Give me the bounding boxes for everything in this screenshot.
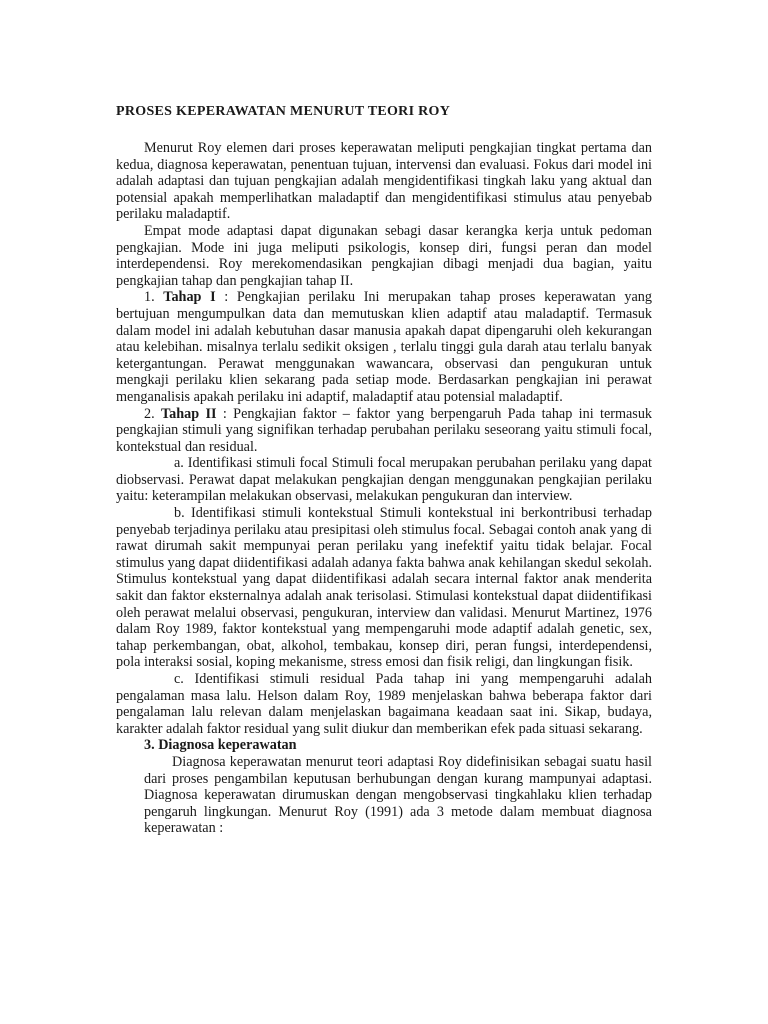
step-1-label: Tahap I [163,289,216,306]
step-2-number: 2. [144,405,155,422]
sub-item-residual: c. Identifikasi stimuli residual Pada tahap ini yang mempengaruhi adalah pengalaman masa lalu. Helson dalam Roy, 1989 menjelaskan bahwa beberapa faktor dari pengalaman lalu relevan dalam menjelaskan bagaimana keadaan saat ini. Sikap, budaya, karakter adalah faktor residual yang sulit diukur dan memberikan efek pada situasi sekarang. [116,671,652,737]
paragraph-intro: Menurut Roy elemen dari proses keperawatan meliputi pengkajian tingkat pertama dan kedua, diagnosa keperawatan, penentuan tujuan, intervensi dan evaluasi. Fokus dari model ini adalah adaptasi dan tujuan pengkajian adalah mengidentifikasi tingkah laku yang aktual dan potensial apakah memperlihatkan maladaptif dan mengidentifikasi stimulus atau penyebab perilaku maladaptif. [116,140,652,223]
paragraph-diagnosis: Diagnosa keperawatan menurut teori adaptasi Roy didefinisikan sebagai suatu hasil dari proses pengambilan keputusan berhubungan dengan kurang mampunyai adaptasi. Diagnosa keperawatan dirumuskan dengan mengobservasi tingkahlaku klien terhadap pengaruh lingkungan. Menurut Roy (1991) ada 3 metode dalam membuat diagnosa keperawatan : [144,753,652,837]
document-body [116,140,652,837]
section-heading-diagnosis: 3. Diagnosa keperawatan [144,737,297,754]
paragraph-adaptation-modes: Empat mode adaptasi dapat digunakan sebagi dasar kerangka kerja untuk pedoman pengkajian. Mode ini juga meliputi psikologis, konsep diri, fungsi peran dan model interdependensi. Roy merekomendasikan pengkajian dibagi menjadi dua bagian, yaitu pengkajian tahap dan pengkajian tahap II. [116,222,652,289]
step-1-number: 1. [144,289,155,306]
step-2-label: Tahap II [161,405,217,422]
sub-item-focal: a. Identifikasi stimuli focal Stimuli focal merupakan perubahan perilaku yang dapat diobservasi. Perawat dapat melakukan pengkajian dengan menggunakan pengkajian perilaku yaitu: keterampilan melakukan observasi, melakukan pengukuran dan interview. [116,455,652,505]
step-2-text: : Pengkajian faktor – faktor yang berpengaruh Pada tahap ini termasuk pengkajian stimuli yang signifikan terhadap perubahan perilaku seseorang yaitu stimuli focal, kontekstual dan residual. [116,405,653,455]
sub-item-contextual: b. Identifikasi stimuli kontekstual Stimuli kontekstual ini berkontribusi terhadap penyebab terjadinya perilaku atau presipitasi oleh stimulus focal. Sebagai contoh anak yang di rawat dirumah sakit mempunyai peran perilaku yang inefektif yaitu tidak belajar. Focal stimulus yang dapat diidentifikasi adalah adanya fakta bahwa anak kehilangan skedul sekolah. Stimulus kontekstual yang dapat diidentifikasi adalah secara internal faktor anak menderita sakit dan faktor eksternalnya adalah anak terisolasi. Stimulasi kontekstual dapat diidentifikasi oleh perawat melalui observasi, pengukuran, interview dan validasi. Menurut Martinez, 1976 dalam Roy 1989, faktor kontekstual yang mempengaruhi mode adaptif adalah genetic, sex, tahap perkembangan, obat, alkohol, tembakau, konsep diri, peran fungsi, interdependensi, pola interaksi sosial, koping mekanisme, stress emosi dan fisik religi, dan lingkungan fisik. [116,505,652,671]
step-1-paragraph [116,289,652,405]
step-1-text: : Pengkajian perilaku Ini merupakan tahap proses keperawatan yang bertujuan mengumpulkan data dan memutuskan klien adaptif atau maladaptif. Termasuk dalam model ini adalah kebutuhan dasar manusia apakah dapat dipengaruhi oleh kekurangan atau kelebihan. misalnya terlalu sedikit oksigen , terlalu tinggi gula darah atau terlalu banyak ketergantungan. Perawat menggunakan wawancara, observasi dan pengukuran untuk mengkaji perilaku klien sekarang pada setiap mode. Berdasarkan pengkajian ini perawat menganalisis apakah perilaku ini adaptif, maladaptif atau potensial maladaptif. [116,289,652,405]
document-title: PROSES KEPERAWATAN MENURUT TEORI ROY [116,104,451,119]
step-2-paragraph [116,406,652,456]
